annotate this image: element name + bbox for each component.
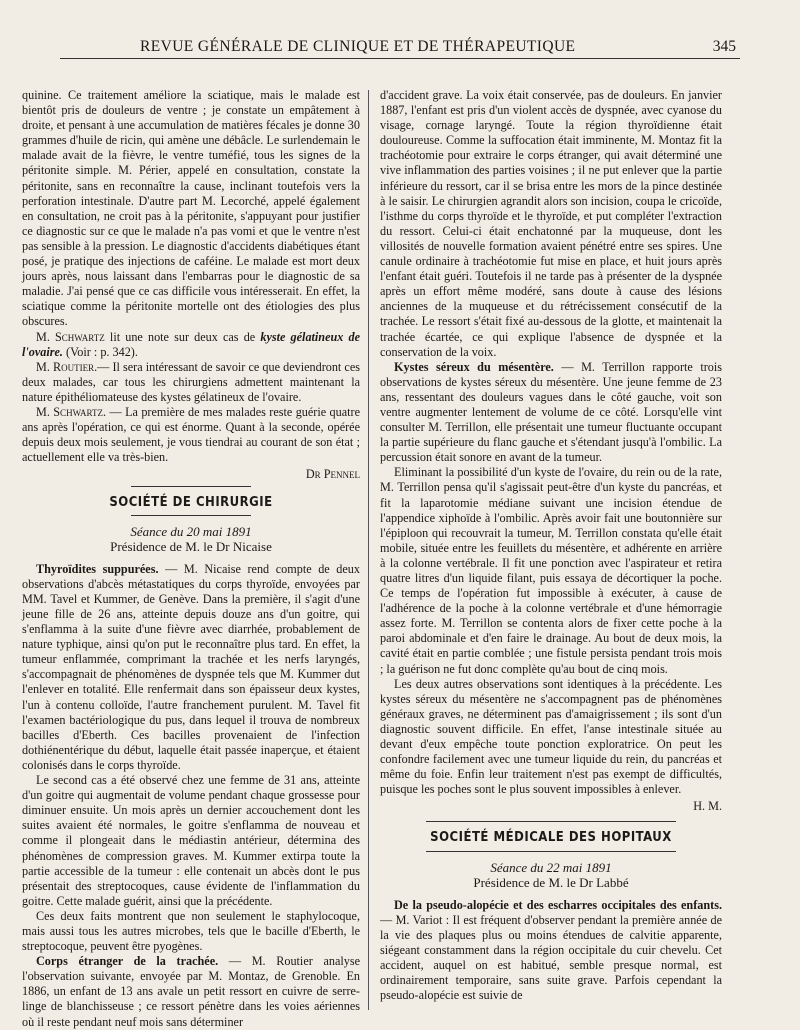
author-signature: H. M.: [693, 799, 722, 814]
left-column: [22, 88, 361, 1029]
paragraph: M. Routier.— Il sera intéressant de savoir ce que deviendront ces deux malades, car tous les chirurgiens admettent maintenant la nature épithéliomateuse des kystes gélatineux de l'ovaire.: [22, 359, 360, 404]
divider-rule: [131, 515, 251, 516]
speaker-name: M. Schwartz: [36, 329, 105, 344]
section-title: SOCIÉTÉ DE CHIRURGIE: [109, 495, 273, 511]
speaker-name: M. Routier.: [36, 359, 98, 374]
right-column: [380, 88, 722, 1008]
paragraph: M. Schwartz lit une note sur deux cas de kyste gélatineux de l'ovaire. (Voir : p. 342).: [22, 329, 361, 359]
paragraph: Les deux autres observations sont identiques à la précédente. Les kystes séreux du mésentère ne s'accompagnent pas de phénomènes généraux graves, ne déterminent pas d'amaigrissement ; ils sont d'un diagnostic souvent difficile. En effet, l'anse intestinale située au devant d'eux empêche toute ponction exploratrice. On peut les confondre facilement avec une tumeur liquide du rein, du pancréas et même du foie. Enfin leur traitement n'est pas exempt de difficultés, puisque les poches sont le plus souvent impossibles à enlever.: [380, 676, 722, 797]
paragraph: d'accident grave. La voix était conservée, pas de douleurs. En janvier 1887, l'enfant est pris d'un violent accès de dyspnée, avec cyanose du visage, cornage laryngé. Toute la région thyroïdienne était douloureuse. Comme la suffocation était imminente, M. Montaz fit la trachéotomie pour extraire le corps étranger, qui avait déterminé une vive inflammation des parties voisines ; il ne put enlever que la partie inférieure du ressort, car il se brisa entre les mors de la pince destinée à le saisir. Le chirurgien agrandit alors son incision, coupa le cricoïde, l'isthme du corps thyroïde et le thyroïde, et put compléter l'extraction du ressort. Celui-ci était enchatonné par la muqueuse, dont les villosités de nouvelle formation avaient pénétré entre ses spires. Une canule ordinaire à trachéotomie fut mise en place, et huit jours après l'enfant était guéri. Toutefois il ne tarde pas à présenter de la dyspnée après un effort même modéré, sans doute à cause des lésions anciennes de la muqueuse et du rétrécissement consécutif de la trachée. Le ressort s'était fixé au-dessous de la glotte, et maintenait la trachée écartée, ce qui explique l'absence de dyspnée et la conservation de la voix.: [380, 88, 722, 359]
subject-title: Thyroïdites suppurées.: [36, 561, 159, 576]
column-divider: [368, 90, 369, 1010]
page-number: 345: [712, 38, 736, 55]
subject-title: kyste gélatineux de l'ovaire.: [22, 329, 361, 359]
paragraph: Corps étranger de la trachée. — M. Routier analyse l'observation suivante, envoyée par M. Montaz, de Grenoble. En 1886, un enfant de 13 ans avale un petit ressort en cuivre de serre-linge de blanchisseuse ; ce ressort pénètre dans les voies aériennes où il reste pendant neuf mois sans déterminer: [22, 954, 360, 1029]
divider-rule: [131, 486, 251, 487]
speaker-name: M. Schwartz.: [36, 404, 107, 419]
session-president: Présidence de M. le Dr Nicaise: [110, 538, 272, 554]
paragraph: Kystes séreux du mésentère. — M. Terrillon rapporte trois observations de kystes séreux du mésentère. Une jeune femme de 23 ans, ressentant des douleurs vagues dans le côté gauche, voit son ventre augmenter lentement de volume de ce côté. Lorsqu'elle vint consulter M. Terrillon, elle présentait une tumeur fluctuante occupant la partie supérieure du flanc gauche et s'étendant jusqu'à l'ombilic. La percussion était sonore en avant de la tumeur.: [380, 359, 723, 465]
session-date: Séance du 22 mai 1891: [490, 859, 612, 875]
running-head: [60, 32, 740, 59]
divider-rule: [426, 821, 676, 822]
section-title: SOCIÉTÉ MÉDICALE DES HOPITAUX: [430, 829, 672, 845]
subject-title: De la pseudo-alopécie et des escharres occipitales des enfants.: [394, 897, 722, 912]
session-president: Présidence de M. le Dr Labbé: [473, 874, 629, 890]
paragraph: quinine. Ce traitement améliore la sciatique, mais le malade est bientôt pris de douleurs de ventre ; je constate un empâtement à droite, et pensant à une accumulation de matières fécales je donne 30 grammes d'huile de ricin, qui amène une débâcle. Le surlendemain le malade avait de la fièvre, le ventre tuméfié, tous les signes de la péritonite simple. M. Périer, appelé en consultation, constate la péritonite, sans en reconnaître la cause, inclinant toutefois vers la perforation intestinale. D'autre part M. Lecorché, appelé également en consultation, ne croit pas à la péritonite, s'appuyant pour justifier ce diagnostic sur ce que le malade n'a pas vomi et que le ventre n'est pas sensible à la pression. Le diagnostic d'accidents diabétiques étant posé, je pratique des injections de caféine. Le malade est mort deux jours après, nous laissant dans l'embarras pour le diagnostic de sa maladie. J'ai pensé que ce cas difficile vous intéresserait. En effet, la sciatique comme la péritonite mortelle ont des étiologies des plus obscures.: [22, 88, 360, 329]
paragraph: M. Schwartz. — La première de mes malades reste guérie quatre ans après l'opération, ce qui est énorme. Quant à la seconde, opérée depuis deux mois seulement, je vous tiendrai au courant de son état ; actuellement elle va très-bien.: [22, 404, 360, 465]
journal-title: REVUE GÉNÉRALE DE CLINIQUE ET DE THÉRAPEUTIQUE: [140, 38, 576, 55]
divider-rule: [426, 851, 676, 852]
paragraph: De la pseudo-alopécie et des escharres occipitales des enfants. — M. Variot : Il est fréquent d'observer pendant la première année de la vie des plaques plus ou moins étendues de calvitie apparente, siégeant constamment dans la région occipitale du cuir chevelu. Cet accident, auquel on est habitué, semble presque normal, est ordinairement temporaire, sans suite grave. Parfois cependant la pseudo-alopécie est suivie de: [380, 897, 722, 1003]
paragraph: Le second cas a été observé chez une femme de 31 ans, atteinte d'un goitre qui augmentait de volume pendant chaque grossesse pour diminuer ensuite. Un mois après un dernier accouchement dont les suites avaient été normales, le goitre s'enflamma de nouveau et comme il plongeait dans le médiastin antérieur, détermina des phénomènes de compression graves. M. Kummer extirpa toute la partie accessible de la tumeur : elle contenait un abcès dont le pus présentait des streptocoques, cause évidente de l'inflammation du goitre. Cette malade guérit, ainsi que la précédente.: [22, 773, 360, 908]
author-signature: Dr Pennel: [305, 467, 360, 482]
session-date: Séance du 20 mai 1891: [130, 523, 252, 539]
paragraph: Ces deux faits montrent que non seulement le staphylocoque, mais aussi tous les autres microbes, tels que le bacille d'Eberth, le streptocoque, peuvent être pyogènes.: [22, 908, 360, 954]
subject-title: Corps étranger de la trachée.: [36, 954, 219, 969]
paragraph: Eliminant la possibilité d'un kyste de l'ovaire, du rein ou de la rate, M. Terrillon pensa qu'il s'agissait peut-être d'un kyste du pancréas, et fit la laparotomie médiane suivant une incision étendue de l'appendice xiphoïde à l'ombilic. Après avoir fait une boutonnière sur l'épiploon qui recouvrait la tumeur, M. Terrillon constata qu'elle était mobile, située entre les feuillets du mésentère, et adhérente en arrière à la colonne vertébrale. Il fit une ponction avec l'aspirateur et retira quatre litres d'un liquide filant, puis essaya de décortiquer la poche. Ce temps de l'opération fut impossible à exécuter, à cause de l'adhérence de la poche à la colonne vertébrale et d'une hémorragie assez forte. M. Terrillon se contenta alors de fixer cette poche à la paroi abdominale et d'en faire le drainage. Au bout de deux mois, la cavité était en partie comblée ; une fistule persista pendant trois mois ; la guérison ne fut donc complète qu'au bout de cinq mois.: [380, 465, 722, 676]
subject-title: Kystes séreux du mésentère.: [394, 359, 554, 374]
paragraph: Thyroïdites suppurées. — M. Nicaise rend compte de deux observations d'abcès métastatiques du corps thyroïde, envoyées par MM. Tavel et Kummer, de Genève. Dans la première, il s'agit d'une jeune fille de 26 ans, atteinte depuis douze ans d'un goitre, qui s'enflamma à la suite d'une fièvre avec diarrhée, probablement de nature typhique, ainsi qu'on put le reconnaître plus tard. En effet, la tumeur enflammée, comprimant la trachée et les nerfs laryngés, s'accompagnait de phénomènes de dyspnée tels que M. Kummer dut l'enlever en totalité. Elle renfermait dans son épaisseur deux kystes, l'un à contenu colloïde, l'autre franchement purulent. M. Tavel fit l'examen bactériologique du pus, dans lequel il trouva de nombreux bacilles d'Eberth. Ces bacilles provenaient de l'infection dothiénentérique du début, laquelle était passée inaperçue, et étaient colonisés dans le corps thyroïde.: [22, 561, 360, 772]
